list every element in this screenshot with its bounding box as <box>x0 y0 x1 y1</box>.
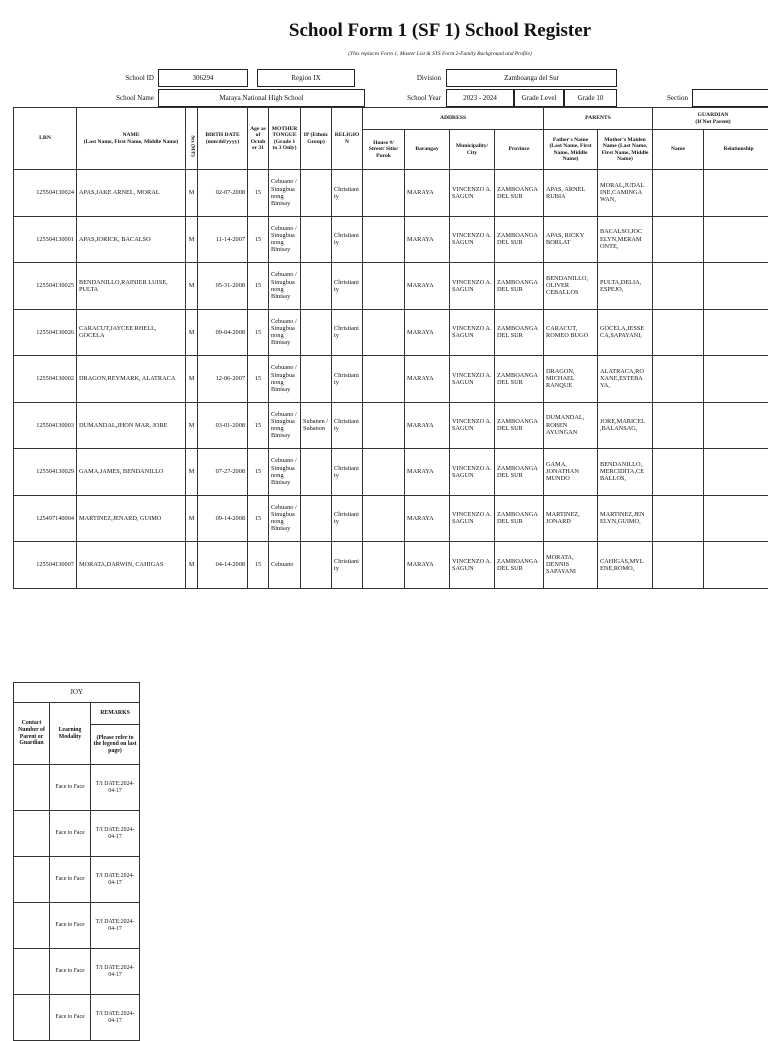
cell-age: 15 <box>248 402 269 449</box>
table-row <box>14 857 140 903</box>
cell-barangay: MARAYA <box>405 170 450 217</box>
cell-province: ZAMBOANGA DEL SUR <box>495 263 544 310</box>
cell-mother: MARTINEZ,JEN ELYN,GUIMO, <box>598 495 653 542</box>
table-row <box>14 449 768 496</box>
school-id-label: School ID <box>80 69 158 87</box>
col-province: Province <box>495 130 544 170</box>
cell-contact <box>14 857 50 903</box>
cell-lrn: 125504130003 <box>14 402 77 449</box>
cell-house <box>363 542 405 589</box>
cell-lrn: 125504130007 <box>14 542 77 589</box>
register-table <box>13 107 768 589</box>
cell-father: APAS, ARNEL RUBIA <box>544 170 598 217</box>
cell-father: GAMA, JONATHAN MUNDO <box>544 449 598 496</box>
cell-sex: M <box>186 402 198 449</box>
cell-age: 15 <box>248 449 269 496</box>
section-label: Section <box>617 89 692 107</box>
cell-province: ZAMBOANGA DEL SUR <box>495 402 544 449</box>
cell-house <box>363 263 405 310</box>
school-year-value: 2023 - 2024 <box>446 89 514 107</box>
cell-religion: Christiani ty <box>332 309 363 356</box>
col-birth-date: BIRTH DATE (mm/dd/yyyy) <box>198 108 248 170</box>
cell-birth: 05-31-2008 <box>198 263 248 310</box>
cell-contact <box>14 949 50 995</box>
cell-house <box>363 216 405 263</box>
cell-name: DRAGON,REYMARK, ALATRACA <box>77 356 186 403</box>
region-value: Region IX <box>257 69 355 87</box>
col-lrn: LRN <box>14 108 77 170</box>
cell-birth: 09-04-2008 <box>198 309 248 356</box>
cell-ip <box>301 170 332 217</box>
cell-religion: Christiani ty <box>332 356 363 403</box>
col-municipality: Municipality/ City <box>450 130 495 170</box>
cell-ip: Subanen / Subanon <box>301 402 332 449</box>
cell-modality: Face to Face <box>50 995 91 1041</box>
cell-sex: M <box>186 309 198 356</box>
cell-barangay: MARAYA <box>405 263 450 310</box>
cell-modality: Face to Face <box>50 811 91 857</box>
cell-g_name <box>653 263 704 310</box>
cell-birth: 09-14-2008 <box>198 495 248 542</box>
cell-mother: CAHIGAS,MYL ENE,ROMO, <box>598 542 653 589</box>
col-parents: PARENTS <box>544 108 653 130</box>
grade-level-label: Grade Level <box>514 89 564 107</box>
grade-level-value: Grade 10 <box>564 89 617 107</box>
col-age: Age as of Octob er 31 <box>248 108 269 170</box>
cell-g_rel <box>704 542 768 589</box>
col-sex: Sex (M/F) <box>186 108 198 170</box>
cell-municipality: VINCENZO A. SAGUN <box>450 542 495 589</box>
cell-father: DRAGON, MICHAEL RANQUE <box>544 356 598 403</box>
cell-name: APAS,JORICK, BACALSO <box>77 216 186 263</box>
cell-g_rel <box>704 449 768 496</box>
cell-g_rel <box>704 216 768 263</box>
cell-mother: MORAL,JUDAL INE,CAMINGA WAN, <box>598 170 653 217</box>
cell-sex: M <box>186 542 198 589</box>
cell-contact <box>14 765 50 811</box>
cell-mother: BENDANILLO, MERCIDITA,CE BALLOS, <box>598 449 653 496</box>
cell-contact <box>14 995 50 1041</box>
cell-g_name <box>653 216 704 263</box>
cell-barangay: MARAYA <box>405 356 450 403</box>
col-address: ADDRESS <box>363 108 544 130</box>
remarks-table <box>13 682 140 1041</box>
cell-modality: Face to Face <box>50 903 91 949</box>
col-guardian: GUARDIAN (If Not Parent) <box>653 108 768 130</box>
cell-ip <box>301 542 332 589</box>
cell-g_rel <box>704 495 768 542</box>
cell-g_name <box>653 170 704 217</box>
cell-contact <box>14 903 50 949</box>
col-relationship: Relationship <box>704 130 768 170</box>
table-row <box>14 542 768 589</box>
cell-age: 15 <box>248 495 269 542</box>
cell-municipality: VINCENZO A. SAGUN <box>450 402 495 449</box>
cell-mother: JORE,MARICEL ,BALANSAG, <box>598 402 653 449</box>
cell-birth: 12-06-2007 <box>198 356 248 403</box>
cell-municipality: VINCENZO A. SAGUN <box>450 170 495 217</box>
cell-birth: 02-07-2008 <box>198 170 248 217</box>
cell-g_rel <box>704 309 768 356</box>
cell-barangay: MARAYA <box>405 402 450 449</box>
col-modality: Learning Modality <box>50 703 91 765</box>
cell-ip <box>301 495 332 542</box>
cell-lrn: 125504130024 <box>14 170 77 217</box>
cell-age: 15 <box>248 263 269 310</box>
cell-sex: M <box>186 449 198 496</box>
col-ip: IP (Ethnic Group) <box>301 108 332 170</box>
cell-barangay: MARAYA <box>405 449 450 496</box>
col-house: House #/ Street/ Sitio/ Purok <box>363 130 405 170</box>
cell-g_name <box>653 309 704 356</box>
cell-modality: Face to Face <box>50 765 91 811</box>
cell-house <box>363 309 405 356</box>
cell-municipality: VINCENZO A. SAGUN <box>450 263 495 310</box>
cell-name: MORATA,DARWIN, CAHIGAS <box>77 542 186 589</box>
cell-ip <box>301 309 332 356</box>
cell-g_name <box>653 495 704 542</box>
cell-g_name <box>653 356 704 403</box>
cell-g_rel <box>704 170 768 217</box>
cell-house <box>363 356 405 403</box>
division-value: Zamboanga del Sur <box>446 69 617 87</box>
cell-mt: Cebuano / Sinugbua nong Binisay <box>269 495 301 542</box>
cell-mt: Cebuano / Sinugbua nong Binisay <box>269 356 301 403</box>
col-religion: RELIGIO N <box>332 108 363 170</box>
col-father: Father's Name (Last Name, First Name, Middle Name) <box>544 130 598 170</box>
cell-father: DUMANDAL, ROBEN AYUNGAN <box>544 402 598 449</box>
table-row <box>14 263 768 310</box>
cell-name: CARACUT,JAYCEE RHELL, GOCELA <box>77 309 186 356</box>
col-name: NAME (Last Name, First Name, Middle Name) <box>77 108 186 170</box>
cell-age: 15 <box>248 170 269 217</box>
cell-modality: Face to Face <box>50 949 91 995</box>
cell-age: 15 <box>248 542 269 589</box>
cell-g_name <box>653 449 704 496</box>
cell-father: MORATA, DENNIS SAPAYANI <box>544 542 598 589</box>
table-row <box>14 903 140 949</box>
cell-g_rel <box>704 263 768 310</box>
cell-sex: M <box>186 263 198 310</box>
cell-barangay: MARAYA <box>405 309 450 356</box>
adviser-name: JOY <box>14 683 140 703</box>
cell-house <box>363 495 405 542</box>
col-mother: Mother's Maiden Name (Last Name, First Name, Middle Name) <box>598 130 653 170</box>
school-name-value: Maraya National High School <box>158 89 365 107</box>
cell-lrn: 125504130026 <box>14 309 77 356</box>
cell-ip <box>301 216 332 263</box>
table-row <box>14 765 140 811</box>
cell-lrn: 125504130029 <box>14 449 77 496</box>
cell-religion: Christiani ty <box>332 216 363 263</box>
cell-father: CARACUT, ROMEO BUGO <box>544 309 598 356</box>
cell-ip <box>301 449 332 496</box>
cell-sex: M <box>186 216 198 263</box>
table-row <box>14 949 140 995</box>
cell-province: ZAMBOANGA DEL SUR <box>495 495 544 542</box>
page-subtitle: (This replaces Form 1, Master List & STS Form 2-Family Background and Profile) <box>120 51 760 57</box>
cell-birth: 04-14-2008 <box>198 542 248 589</box>
cell-g_name <box>653 542 704 589</box>
cell-mt: Cebuano / Sinugbua nong Binisay <box>269 449 301 496</box>
cell-religion: Christiani ty <box>332 449 363 496</box>
cell-religion: Christiani ty <box>332 495 363 542</box>
cell-mother: BACALSO,JOC ELYN,MERAM ONTE, <box>598 216 653 263</box>
section-value <box>692 89 768 107</box>
cell-age: 15 <box>248 309 269 356</box>
cell-mt: Cebuano / Sinugbua nong Binisay <box>269 263 301 310</box>
cell-remarks: T/I DATE:2024-04-17 <box>91 903 140 949</box>
cell-remarks: T/I DATE:2024-04-17 <box>91 857 140 903</box>
cell-province: ZAMBOANGA DEL SUR <box>495 170 544 217</box>
cell-mt: Cebuano / Sinugbua nong Binisay <box>269 402 301 449</box>
table-row <box>14 402 768 449</box>
table-row <box>14 356 768 403</box>
cell-name: DUMANDAL,JHON MAR, JORE <box>77 402 186 449</box>
table-row <box>14 995 140 1041</box>
cell-municipality: VINCENZO A. SAGUN <box>450 495 495 542</box>
school-year-label: School Year <box>370 89 445 107</box>
cell-remarks: T/I DATE:2024-04-17 <box>91 811 140 857</box>
cell-lrn: 125504130002 <box>14 356 77 403</box>
cell-remarks: T/I DATE:2024-04-17 <box>91 949 140 995</box>
cell-age: 15 <box>248 356 269 403</box>
cell-sex: M <box>186 356 198 403</box>
cell-sex: M <box>186 170 198 217</box>
cell-lrn: 125504130001 <box>14 216 77 263</box>
cell-father: MARTINEZ, JONARD <box>544 495 598 542</box>
cell-name: GAMA,JAMES, BENDANILLO <box>77 449 186 496</box>
table-row <box>14 495 768 542</box>
cell-father: BENDANILLO, OLIVER CEBALLOS <box>544 263 598 310</box>
table-row <box>14 170 768 217</box>
cell-province: ZAMBOANGA DEL SUR <box>495 449 544 496</box>
cell-barangay: MARAYA <box>405 542 450 589</box>
division-label: Division <box>370 69 445 87</box>
cell-name: APAS,JAKE ARNEL, MORAL <box>77 170 186 217</box>
col-remarks: REMARKS <box>91 703 140 725</box>
cell-mt: Cebuano / Sinugbua nong Binisay <box>269 170 301 217</box>
table-row <box>14 216 768 263</box>
col-contact: Contact Number of Parent or Guardian <box>14 703 50 765</box>
cell-religion: Christiani ty <box>332 542 363 589</box>
cell-province: ZAMBOANGA DEL SUR <box>495 542 544 589</box>
cell-ip <box>301 263 332 310</box>
cell-remarks: T/I DATE:2024-04-17 <box>91 995 140 1041</box>
cell-name: MARTINEZ,JENARD, GUIMO <box>77 495 186 542</box>
cell-house <box>363 402 405 449</box>
cell-religion: Christiani ty <box>332 170 363 217</box>
cell-municipality: VINCENZO A. SAGUN <box>450 356 495 403</box>
cell-mother: PULTA,DELIA, ESPEJO, <box>598 263 653 310</box>
cell-house <box>363 170 405 217</box>
cell-municipality: VINCENZO A. SAGUN <box>450 309 495 356</box>
school-name-label: School Name <box>80 89 158 107</box>
col-barangay: Barangay <box>405 130 450 170</box>
cell-birth: 07-27-2008 <box>198 449 248 496</box>
col-remarks-legend: (Please refer to the legend on last page) <box>91 725 140 765</box>
cell-father: APAS, RICKY BORLAT <box>544 216 598 263</box>
table-row <box>14 811 140 857</box>
cell-modality: Face to Face <box>50 857 91 903</box>
cell-province: ZAMBOANGA DEL SUR <box>495 216 544 263</box>
cell-birth: 03-01-2008 <box>198 402 248 449</box>
col-guardian-name: Name <box>653 130 704 170</box>
cell-remarks: T/I DATE:2024-04-17 <box>91 765 140 811</box>
cell-g_rel <box>704 356 768 403</box>
cell-barangay: MARAYA <box>405 216 450 263</box>
cell-municipality: VINCENZO A. SAGUN <box>450 216 495 263</box>
cell-lrn: 125497140004 <box>14 495 77 542</box>
cell-g_rel <box>704 402 768 449</box>
cell-ip <box>301 356 332 403</box>
table-row <box>14 309 768 356</box>
cell-religion: Christiani ty <box>332 263 363 310</box>
cell-g_name <box>653 402 704 449</box>
col-mother-tongue: MOTHER TONGUE (Grade 1 to 3 Only) <box>269 108 301 170</box>
cell-lrn: 125504130025 <box>14 263 77 310</box>
cell-religion: Christiani ty <box>332 402 363 449</box>
school-id-value: 306294 <box>158 69 248 87</box>
cell-contact <box>14 811 50 857</box>
cell-barangay: MARAYA <box>405 495 450 542</box>
page-title: School Form 1 (SF 1) School Register <box>120 20 760 42</box>
cell-mother: ALATRACA,RO XANE,ESTEBA YA, <box>598 356 653 403</box>
cell-name: BENDANILLO,RAINIER LUISE, PULTA <box>77 263 186 310</box>
cell-mother: GOCELA,JESSE CA,SAPAYANI, <box>598 309 653 356</box>
cell-mt: Cebuano / Sinugbua nong Binisay <box>269 216 301 263</box>
cell-province: ZAMBOANGA DEL SUR <box>495 356 544 403</box>
cell-mt: Cebuano <box>269 542 301 589</box>
cell-sex: M <box>186 495 198 542</box>
cell-age: 15 <box>248 216 269 263</box>
cell-province: ZAMBOANGA DEL SUR <box>495 309 544 356</box>
cell-house <box>363 449 405 496</box>
cell-mt: Cebuano / Sinugbua nong Binisay <box>269 309 301 356</box>
cell-municipality: VINCENZO A. SAGUN <box>450 449 495 496</box>
cell-birth: 11-14-2007 <box>198 216 248 263</box>
